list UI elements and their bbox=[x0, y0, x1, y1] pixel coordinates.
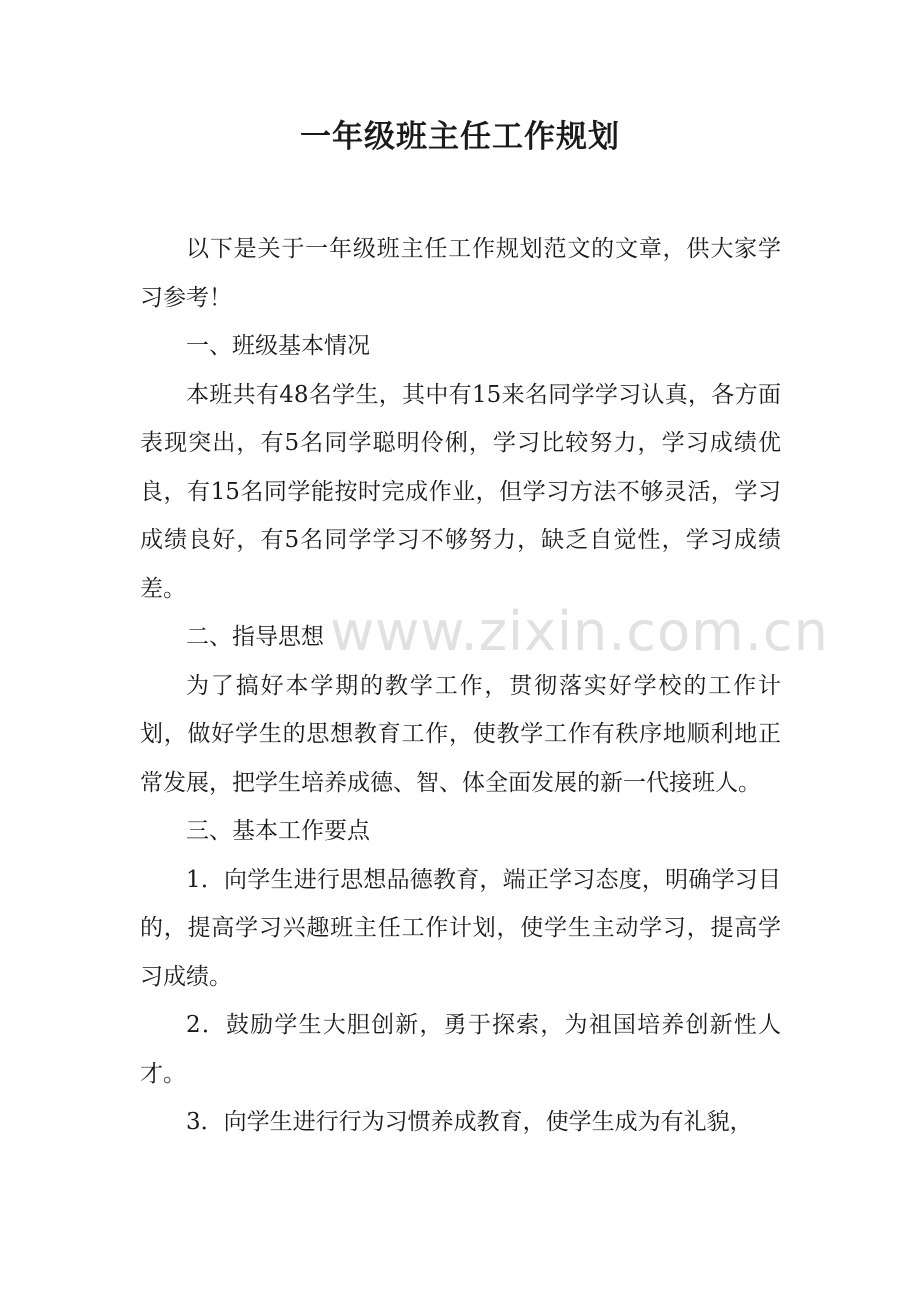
section-heading-work-points: 三、基本工作要点 bbox=[186, 818, 370, 844]
class-situation-paragraph: 本班共有48名学生，其中有15来名同学学习认真，各方面表现突出，有5名同学聪明伶俐，学习比较努力，学习成绩优良，有15名同学能按时完成作业，但学习方法不够灵活，学习成绩良好，有5名同学学习不够努力，缺乏自觉性，学习成绩差。 bbox=[140, 381, 781, 602]
section-heading-class-situation: 一、班级基本情况 bbox=[186, 333, 370, 359]
guiding-idea-paragraph: 为了搞好本学期的教学工作，贯彻落实好学校的工作计划，做好学生的思想教育工作，使教学工作有秩序地顺利地正常发展，把学生培养成德、智、体全面发展的新一代接班人。 bbox=[140, 672, 781, 796]
document-body bbox=[140, 225, 781, 1147]
work-point-2: 2．鼓励学生大胆创新，勇于探索，为祖国培养创新性人才。 bbox=[140, 1012, 781, 1087]
intro-paragraph: 以下是关于一年级班主任工作规划范文的文章，供大家学习参考！ bbox=[140, 236, 781, 311]
work-point-3: 3．向学生进行行为习惯养成教育，使学生成为有礼貌， bbox=[186, 1109, 753, 1135]
document-title: 一年级班主任工作规划 bbox=[300, 119, 620, 155]
watermark: www.zixin.com.cn bbox=[330, 600, 829, 663]
section-heading-guiding-idea: 二、指导思想 bbox=[186, 624, 324, 650]
work-point-1: 1．向学生进行思想品德教育，端正学习态度，明确学习目的，提高学习兴趣班主任工作计划，使学生主动学习，提高学习成绩。 bbox=[140, 866, 781, 990]
